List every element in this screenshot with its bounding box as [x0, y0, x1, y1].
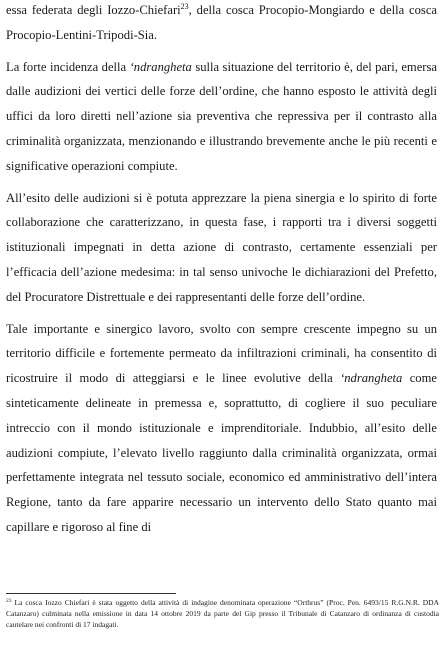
text-run: , della cosca Procopio-Mongiardo e della cosca Procopio-Lentini-Tripodi-Sia.	[6, 3, 437, 42]
paragraph	[6, 55, 437, 179]
italic-term: ‘ndrangheta	[129, 59, 192, 74]
paragraph	[6, 317, 437, 540]
text-run: La forte incidenza della	[6, 59, 130, 74]
text-run: come sinteticamente delineate in premessa e, soprattutto, di cogliere il suo peculiare intreccio con il mondo istituzionale e imprenditoriale. Indubbio, all’esito delle audizioni compiute, l’elevato livello raggiunto dalla criminalità organizzata, ormai perfettamente integrata nel tessuto sociale, economico ed amministrativo dell’intera Regione, tanto da fare apparire necessario un intervento dello Stato quanto mai capillare e rigoroso al fine di	[6, 371, 437, 534]
body-text	[6, 0, 437, 547]
footnote-separator	[6, 593, 176, 594]
text-run: essa federata degli Iozzo-Chiefari	[6, 3, 181, 17]
footnote-text: La cosca Iozzo Chiefari è stata oggetto della attività di indagine denominata operazione “Orthrus” (Proc. Pen. 6493/15 R.G.N.R. DDA Catanzaro) culminata nella emissione in data 14 ottobre 2019 da parte del Gip presso il Tribunale di Catanzaro di ordinanza di custodia cautelare nei confronti di 17 indagati.	[6, 598, 439, 629]
paragraph	[6, 0, 437, 48]
footnote	[6, 597, 439, 630]
text-run: sulla situazione del territorio è, del pari, emersa dalle audizioni dei vertici delle forze dell’ordine, che hanno esposto le attività degli uffici da loro diretti nell’azione sia preventiva che repressiva per il contrasto alla criminalità organizzata, menzionando e illustrando brevemente anche le più recenti e significative operazioni compiute.	[6, 59, 437, 173]
italic-term: ‘ndrangheta	[340, 371, 403, 386]
footnote-number: 23	[6, 598, 12, 604]
footnote-reference[interactable]: 23	[180, 2, 189, 11]
text-run: All’esito delle audizioni si è potuta apprezzare la piena sinergia e lo spirito di forte collaborazione che caratterizzano, in questa fase, i rapporti tra i diversi soggetti istituzionali impegnati in detta azione di contrasto, certamente essenziali per l’efficacia dell’azione medesima: in tal senso univoche le dichiarazioni del Prefetto, del Procuratore Distrettuale e dei rappresentanti delle forze dell’ordine.	[6, 190, 437, 304]
text-run: Tale importante e sinergico lavoro, svolto con sempre crescente impegno su un territorio difficile e fortemente permeato da infiltrazioni criminali, ha consentito di ricostruire il modo di atteggiarsi e le linee evolutive della	[6, 321, 437, 386]
paragraph	[6, 186, 437, 310]
